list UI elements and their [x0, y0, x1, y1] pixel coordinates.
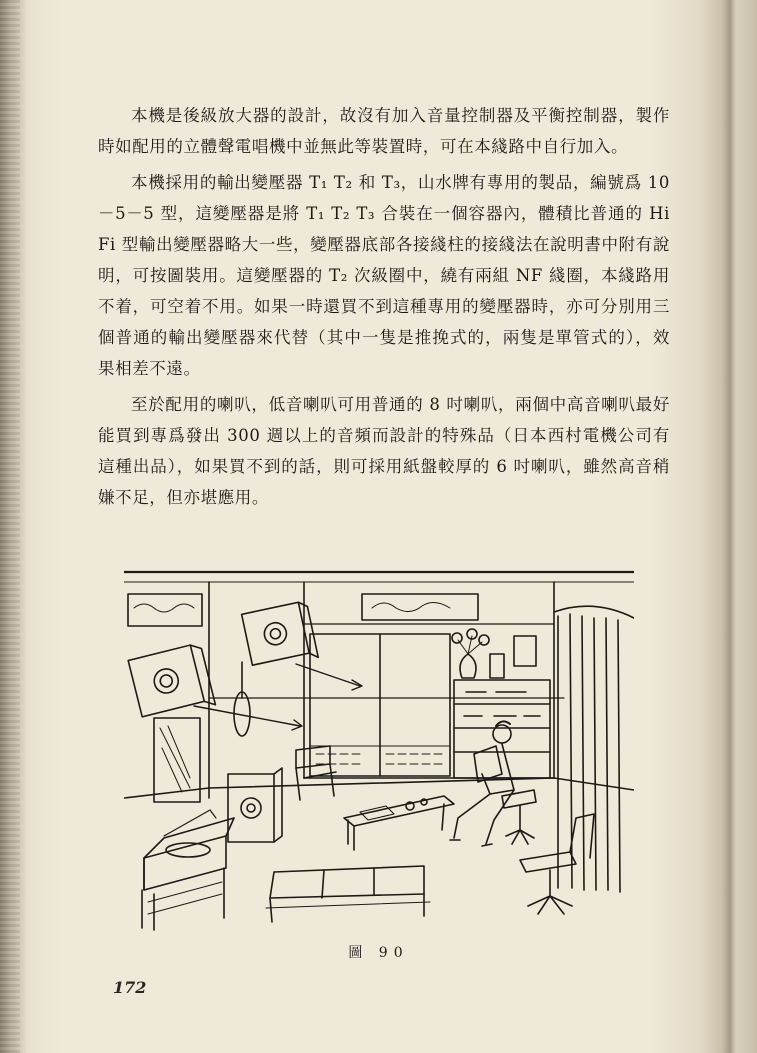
paragraph-1: 本機是後級放大器的設計，故沒有加入音量控制器及平衡控制器，製作時如配用的立體聲電唱機中並無此等裝置時，可在本綫路中自行加入。	[98, 106, 670, 156]
page-number: 172	[113, 978, 147, 997]
page-binding-edge	[0, 0, 20, 1053]
body-text	[98, 100, 670, 513]
paragraph-3: 至於配用的喇叭，低音喇叭可用普通的 8 吋喇叭，兩個中高音喇叭最好能買到專爲發出 300 週以上的音頻而設計的特殊品（日本西村電機公司有這種出品），如果買不到的話，則可採用紙盤較厚的 6 吋喇叭，雖然高音稍嫌不足，但亦堪應用。	[98, 395, 670, 507]
room-stereo-illustration	[124, 568, 634, 936]
paragraph-2: 本機採用的輸出變壓器 T₁ T₂ 和 T₃，山水牌有專用的製品，編號爲 10－5－5 型，這變壓器是將 T₁ T₂ T₃ 合裝在一個容器內，體積比普通的 Hi Fi 型輸出變壓器略大一些，變壓器底部各接綫柱的接綫法在說明書中附有說明，可按圖裝用。這變壓器的 T₂ 次級圈中，繞有兩組 NF 綫圈，本綫路用不着，可空着不用。如果一時還買不到這種專用的變壓器時，亦可分別用三個普通的輸出變壓器來代替（其中一隻是推挽式的，兩隻是單管式的），效果相差不遠。	[98, 173, 670, 378]
figure-caption: 圖 90	[348, 945, 409, 961]
